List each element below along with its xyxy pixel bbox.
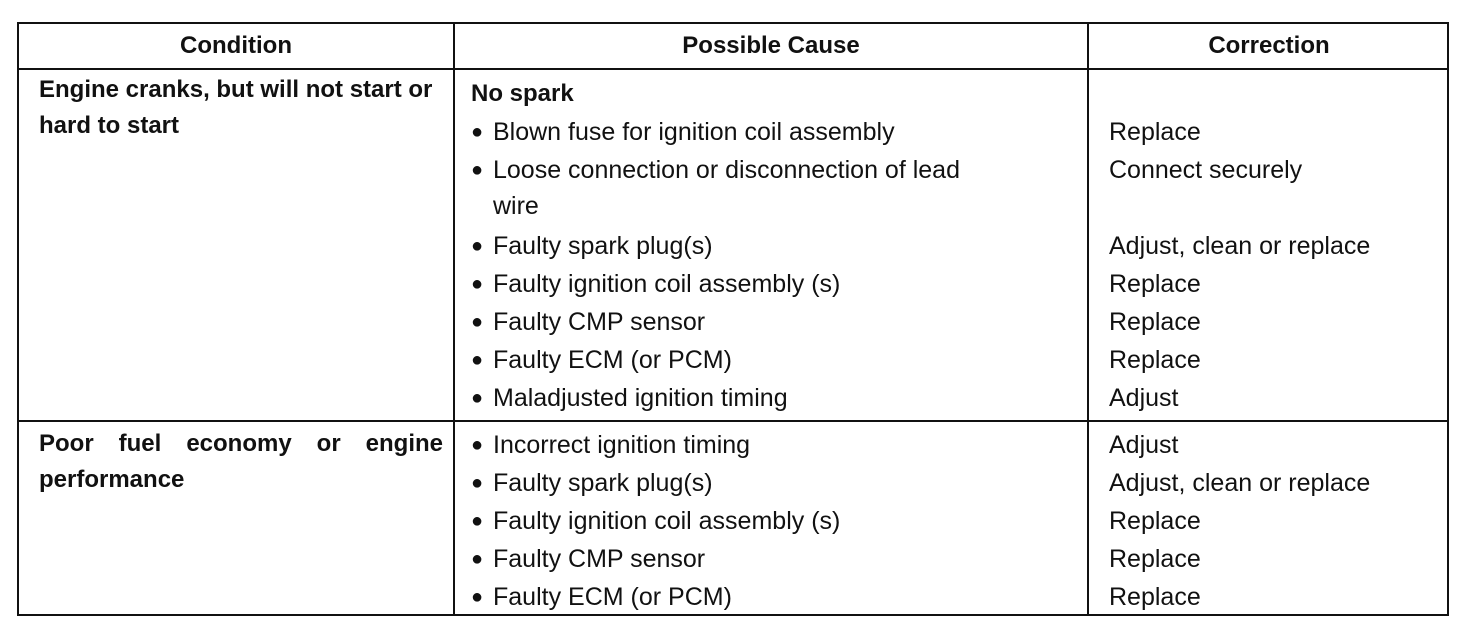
header-divider <box>19 68 1447 70</box>
cause-item: ● Faulty ECM (or PCM) <box>471 341 732 379</box>
cause-item: ● Faulty ignition coil assembly (s) <box>471 265 840 303</box>
correction-item: Adjust <box>1109 431 1179 459</box>
bullet-icon: ● <box>471 311 484 333</box>
bullet-icon: ● <box>471 586 484 608</box>
condition-cell: Poor fuel economy or engine performance <box>39 430 443 493</box>
cause-item: ● Maladjusted ignition timing <box>471 379 788 417</box>
cause-item: ● Faulty CMP sensor <box>471 303 705 341</box>
header-correction: Correction <box>1208 32 1330 59</box>
correction-item: Replace <box>1109 270 1201 298</box>
cause-item-continuation: wire <box>493 192 539 220</box>
correction-item: Replace <box>1109 346 1201 374</box>
bullet-icon: ● <box>471 273 484 295</box>
bullet-icon: ● <box>471 434 484 456</box>
cause-item: ● Blown fuse for ignition coil assembly <box>471 113 895 151</box>
bullet-icon: ● <box>471 548 484 570</box>
bullet-icon: ● <box>471 235 484 257</box>
cause-item: ● Faulty ignition coil assembly (s) <box>471 502 840 540</box>
correction-item: Adjust <box>1109 384 1179 412</box>
header-condition: Condition <box>180 32 292 59</box>
cause-item: ● Faulty spark plug(s) <box>471 227 713 265</box>
cause-item: ● Faulty CMP sensor <box>471 540 705 578</box>
troubleshooting-table <box>17 22 1449 616</box>
correction-item: Adjust, clean or replace <box>1109 232 1371 260</box>
bullet-icon: ● <box>471 510 484 532</box>
bullet-icon: ● <box>471 349 484 371</box>
correction-item: Replace <box>1109 583 1201 611</box>
cause-item: ● Faulty ECM (or PCM) <box>471 578 732 616</box>
correction-item: Replace <box>1109 545 1201 573</box>
cause-item: ● Faulty spark plug(s) <box>471 464 713 502</box>
correction-item: Replace <box>1109 507 1201 535</box>
bullet-icon: ● <box>471 472 484 494</box>
cause-heading: No spark <box>471 80 574 107</box>
correction-item: Replace <box>1109 118 1201 146</box>
column-divider <box>1087 24 1089 614</box>
condition-cell: Engine cranks, but will not start or hard to start <box>39 76 433 139</box>
row-divider <box>19 420 1447 422</box>
bullet-icon: ● <box>471 159 484 181</box>
correction-item: Adjust, clean or replace <box>1109 469 1371 497</box>
header-possible-cause: Possible Cause <box>682 32 860 59</box>
cause-item: ● Incorrect ignition timing <box>471 426 750 464</box>
correction-item: Connect securely <box>1109 156 1303 184</box>
bullet-icon: ● <box>471 121 484 143</box>
bullet-icon: ● <box>471 387 484 409</box>
cause-item: ● Loose connection or disconnection of lead <box>471 151 960 189</box>
correction-item: Replace <box>1109 308 1201 336</box>
column-divider <box>453 24 455 614</box>
